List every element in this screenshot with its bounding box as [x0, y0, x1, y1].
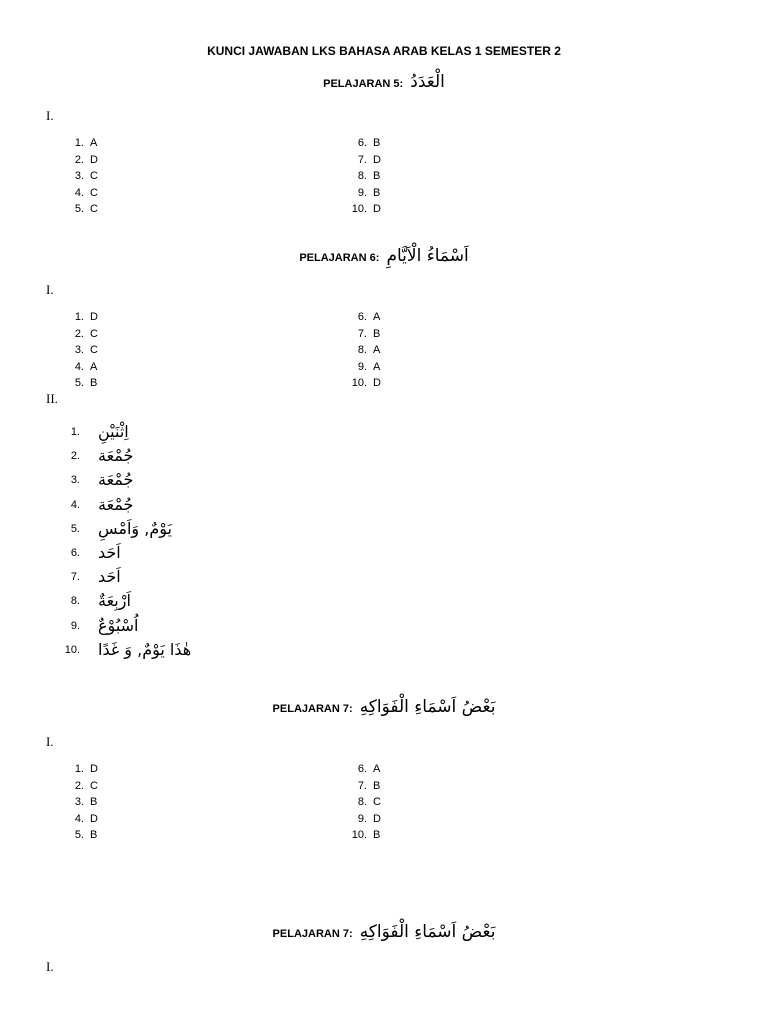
arabic-answer-item — [56, 444, 191, 468]
arabic-answer-item — [56, 614, 191, 638]
answer-number: 9. — [70, 619, 80, 632]
answer-letter: B — [373, 170, 381, 182]
lesson-7-repeat-arabic-title: بَعْضُ اَسْمَاءِ الْفَوَاكِهِ — [359, 922, 496, 942]
lesson-7-repeat-heading — [0, 922, 768, 942]
answer-item — [56, 201, 98, 218]
lesson-6-label: PELAJARAN 6: — [299, 252, 380, 264]
arabic-answer-item — [56, 638, 191, 662]
arabic-answer-text: يَوْمٌ, وَاَمْسِ — [98, 518, 172, 538]
lesson-5-part-1-numeral: I. — [46, 108, 54, 123]
answer-number: 2. — [74, 153, 84, 166]
answer-number: 2. — [74, 327, 84, 340]
answer-number: 3. — [74, 344, 84, 356]
answer-item — [56, 135, 98, 152]
answer-number: 10. — [351, 377, 367, 389]
lesson-6-arabic-answers — [56, 420, 191, 662]
lesson-5-answers-right — [339, 135, 381, 218]
answer-number: 7. — [357, 779, 367, 792]
answer-number: 8. — [357, 344, 367, 356]
answer-letter: D — [90, 763, 98, 775]
answer-letter: D — [90, 153, 98, 166]
answer-item — [339, 309, 381, 326]
arabic-answer-text: اَحَد — [98, 567, 121, 587]
lesson-6-heading — [0, 246, 768, 266]
answer-letter: B — [373, 779, 381, 792]
answer-item — [339, 827, 381, 844]
arabic-answer-item — [56, 420, 191, 444]
arabic-answer-text: جُمْعَة — [98, 494, 134, 514]
lesson-7-repeat-part-1-numeral: I. — [46, 959, 54, 974]
answer-number: 7. — [70, 571, 80, 584]
answer-item — [56, 309, 98, 326]
arabic-answer-item — [56, 589, 191, 613]
answer-item — [56, 761, 98, 778]
answer-letter: B — [373, 829, 381, 841]
answer-letter: D — [90, 311, 98, 323]
answer-number: 10. — [351, 829, 367, 841]
answer-item — [56, 778, 98, 795]
answer-letter: C — [90, 779, 98, 792]
answer-number: 3. — [74, 170, 84, 182]
answer-letter: D — [373, 812, 381, 825]
answer-number: 5. — [70, 522, 80, 535]
arabic-answer-text: جُمْعَة — [98, 446, 134, 466]
answer-item — [339, 326, 381, 343]
answer-letter: C — [90, 186, 98, 199]
answer-letter: B — [373, 137, 381, 149]
answer-number: 3. — [70, 474, 80, 487]
answer-item — [339, 201, 381, 218]
answer-number: 7. — [357, 153, 367, 166]
answer-letter: A — [90, 360, 98, 373]
answer-number: 5. — [74, 203, 84, 215]
lesson-6-arabic-title: اَسْمَاءُ الْاَيَّامِ — [386, 246, 469, 266]
answer-number: 10. — [64, 643, 80, 656]
answer-number: 6. — [70, 546, 80, 559]
answer-letter: B — [373, 186, 381, 199]
answer-letter: D — [373, 153, 381, 166]
answer-letter: A — [373, 763, 381, 775]
lesson-6-answers-right — [339, 309, 381, 392]
arabic-answer-item — [56, 493, 191, 517]
answer-letter: D — [373, 203, 381, 215]
lesson-7-answers-right — [339, 761, 381, 844]
answer-number: 4. — [74, 186, 84, 199]
answer-item — [339, 761, 381, 778]
answer-item — [56, 185, 98, 202]
answer-number: 4. — [74, 812, 84, 825]
answer-number: 2. — [74, 779, 84, 792]
answer-item — [56, 168, 98, 185]
answer-number: 1. — [74, 311, 84, 323]
lesson-7-part-1-numeral: I. — [46, 734, 54, 749]
page-title: KUNCI JAWABAN LKS BAHASA ARAB KELAS 1 SEMESTER 2 — [207, 44, 561, 58]
arabic-answer-text: اِثْنَيْنِ — [98, 422, 129, 441]
answer-item — [56, 359, 98, 376]
answer-item — [339, 794, 381, 811]
answer-letter: A — [373, 360, 381, 373]
answer-number: 8. — [357, 170, 367, 182]
answer-item — [56, 811, 98, 828]
answer-letter: B — [373, 327, 381, 340]
lesson-6-part-2-numeral: II. — [46, 391, 58, 406]
answer-number: 4. — [70, 498, 80, 511]
answer-item — [56, 375, 98, 392]
answer-letter: C — [90, 327, 98, 340]
answer-item — [339, 152, 381, 169]
answer-item — [56, 326, 98, 343]
answer-number: 8. — [357, 796, 367, 808]
answer-item — [339, 135, 381, 152]
answer-letter: D — [90, 812, 98, 825]
answer-letter: D — [373, 377, 381, 389]
arabic-answer-text: جُمْعَة — [98, 470, 134, 490]
answer-letter: A — [373, 344, 381, 356]
lesson-5-answers-left — [56, 135, 98, 218]
lesson-6-answers-left — [56, 309, 98, 392]
answer-item — [339, 375, 381, 392]
arabic-answer-text: هٰذَا يَوْمٌ, وَ غَدًا — [98, 639, 192, 659]
answer-letter: C — [90, 344, 98, 356]
arabic-answer-item — [56, 468, 191, 492]
answer-number: 1. — [74, 137, 84, 149]
answer-letter: A — [373, 311, 381, 323]
arabic-answer-item — [56, 541, 191, 565]
answer-item — [339, 185, 381, 202]
answer-number: 3. — [74, 796, 84, 808]
lesson-7-label: PELAJARAN 7: — [272, 703, 353, 715]
arabic-answer-text: اُسْبُوْعٌ — [98, 615, 139, 635]
answer-number: 7. — [357, 327, 367, 340]
answer-item — [339, 811, 381, 828]
answer-letter: C — [90, 203, 98, 215]
lesson-6-part-1-numeral: I. — [46, 282, 54, 297]
answer-item — [56, 342, 98, 359]
answer-item — [56, 152, 98, 169]
answer-number: 6. — [357, 137, 367, 149]
answer-letter: C — [90, 170, 98, 182]
answer-number: 1. — [74, 763, 84, 775]
answer-item — [339, 778, 381, 795]
answer-number: 10. — [351, 203, 367, 215]
answer-letter: B — [90, 377, 98, 389]
lesson-5-arabic-title: الْعَدَدُ — [410, 72, 445, 92]
answer-letter: B — [90, 796, 98, 808]
answer-number: 6. — [357, 763, 367, 775]
answer-number: 5. — [74, 829, 84, 841]
answer-item — [339, 359, 381, 376]
answer-item — [56, 827, 98, 844]
lesson-7-repeat-label: PELAJARAN 7: — [272, 928, 353, 940]
arabic-answer-text: اَحَد — [98, 542, 121, 562]
answer-number: 9. — [357, 186, 367, 199]
arabic-answer-item — [56, 565, 191, 589]
answer-number: 8. — [70, 595, 80, 608]
arabic-answer-text: اَرْبِعَةٌ — [98, 591, 131, 611]
answer-number: 1. — [70, 426, 80, 438]
answer-number: 4. — [74, 360, 84, 373]
answer-number: 5. — [74, 377, 84, 389]
lesson-5-heading — [0, 72, 768, 92]
answer-number: 2. — [70, 450, 80, 463]
lesson-7-arabic-title: بَعْضُ اَسْمَاءِ الْفَوَاكِهِ — [359, 697, 496, 717]
answer-number: 9. — [357, 360, 367, 373]
answer-letter: A — [90, 137, 98, 149]
answer-item — [56, 794, 98, 811]
answer-item — [339, 342, 381, 359]
lesson-7-answers-left — [56, 761, 98, 844]
arabic-answer-item — [56, 517, 191, 541]
lesson-5-label: PELAJARAN 5: — [323, 78, 404, 90]
answer-letter: C — [373, 796, 381, 808]
lesson-7-heading — [0, 697, 768, 717]
answer-number: 6. — [357, 311, 367, 323]
answer-number: 9. — [357, 812, 367, 825]
answer-item — [339, 168, 381, 185]
answer-letter: B — [90, 829, 98, 841]
